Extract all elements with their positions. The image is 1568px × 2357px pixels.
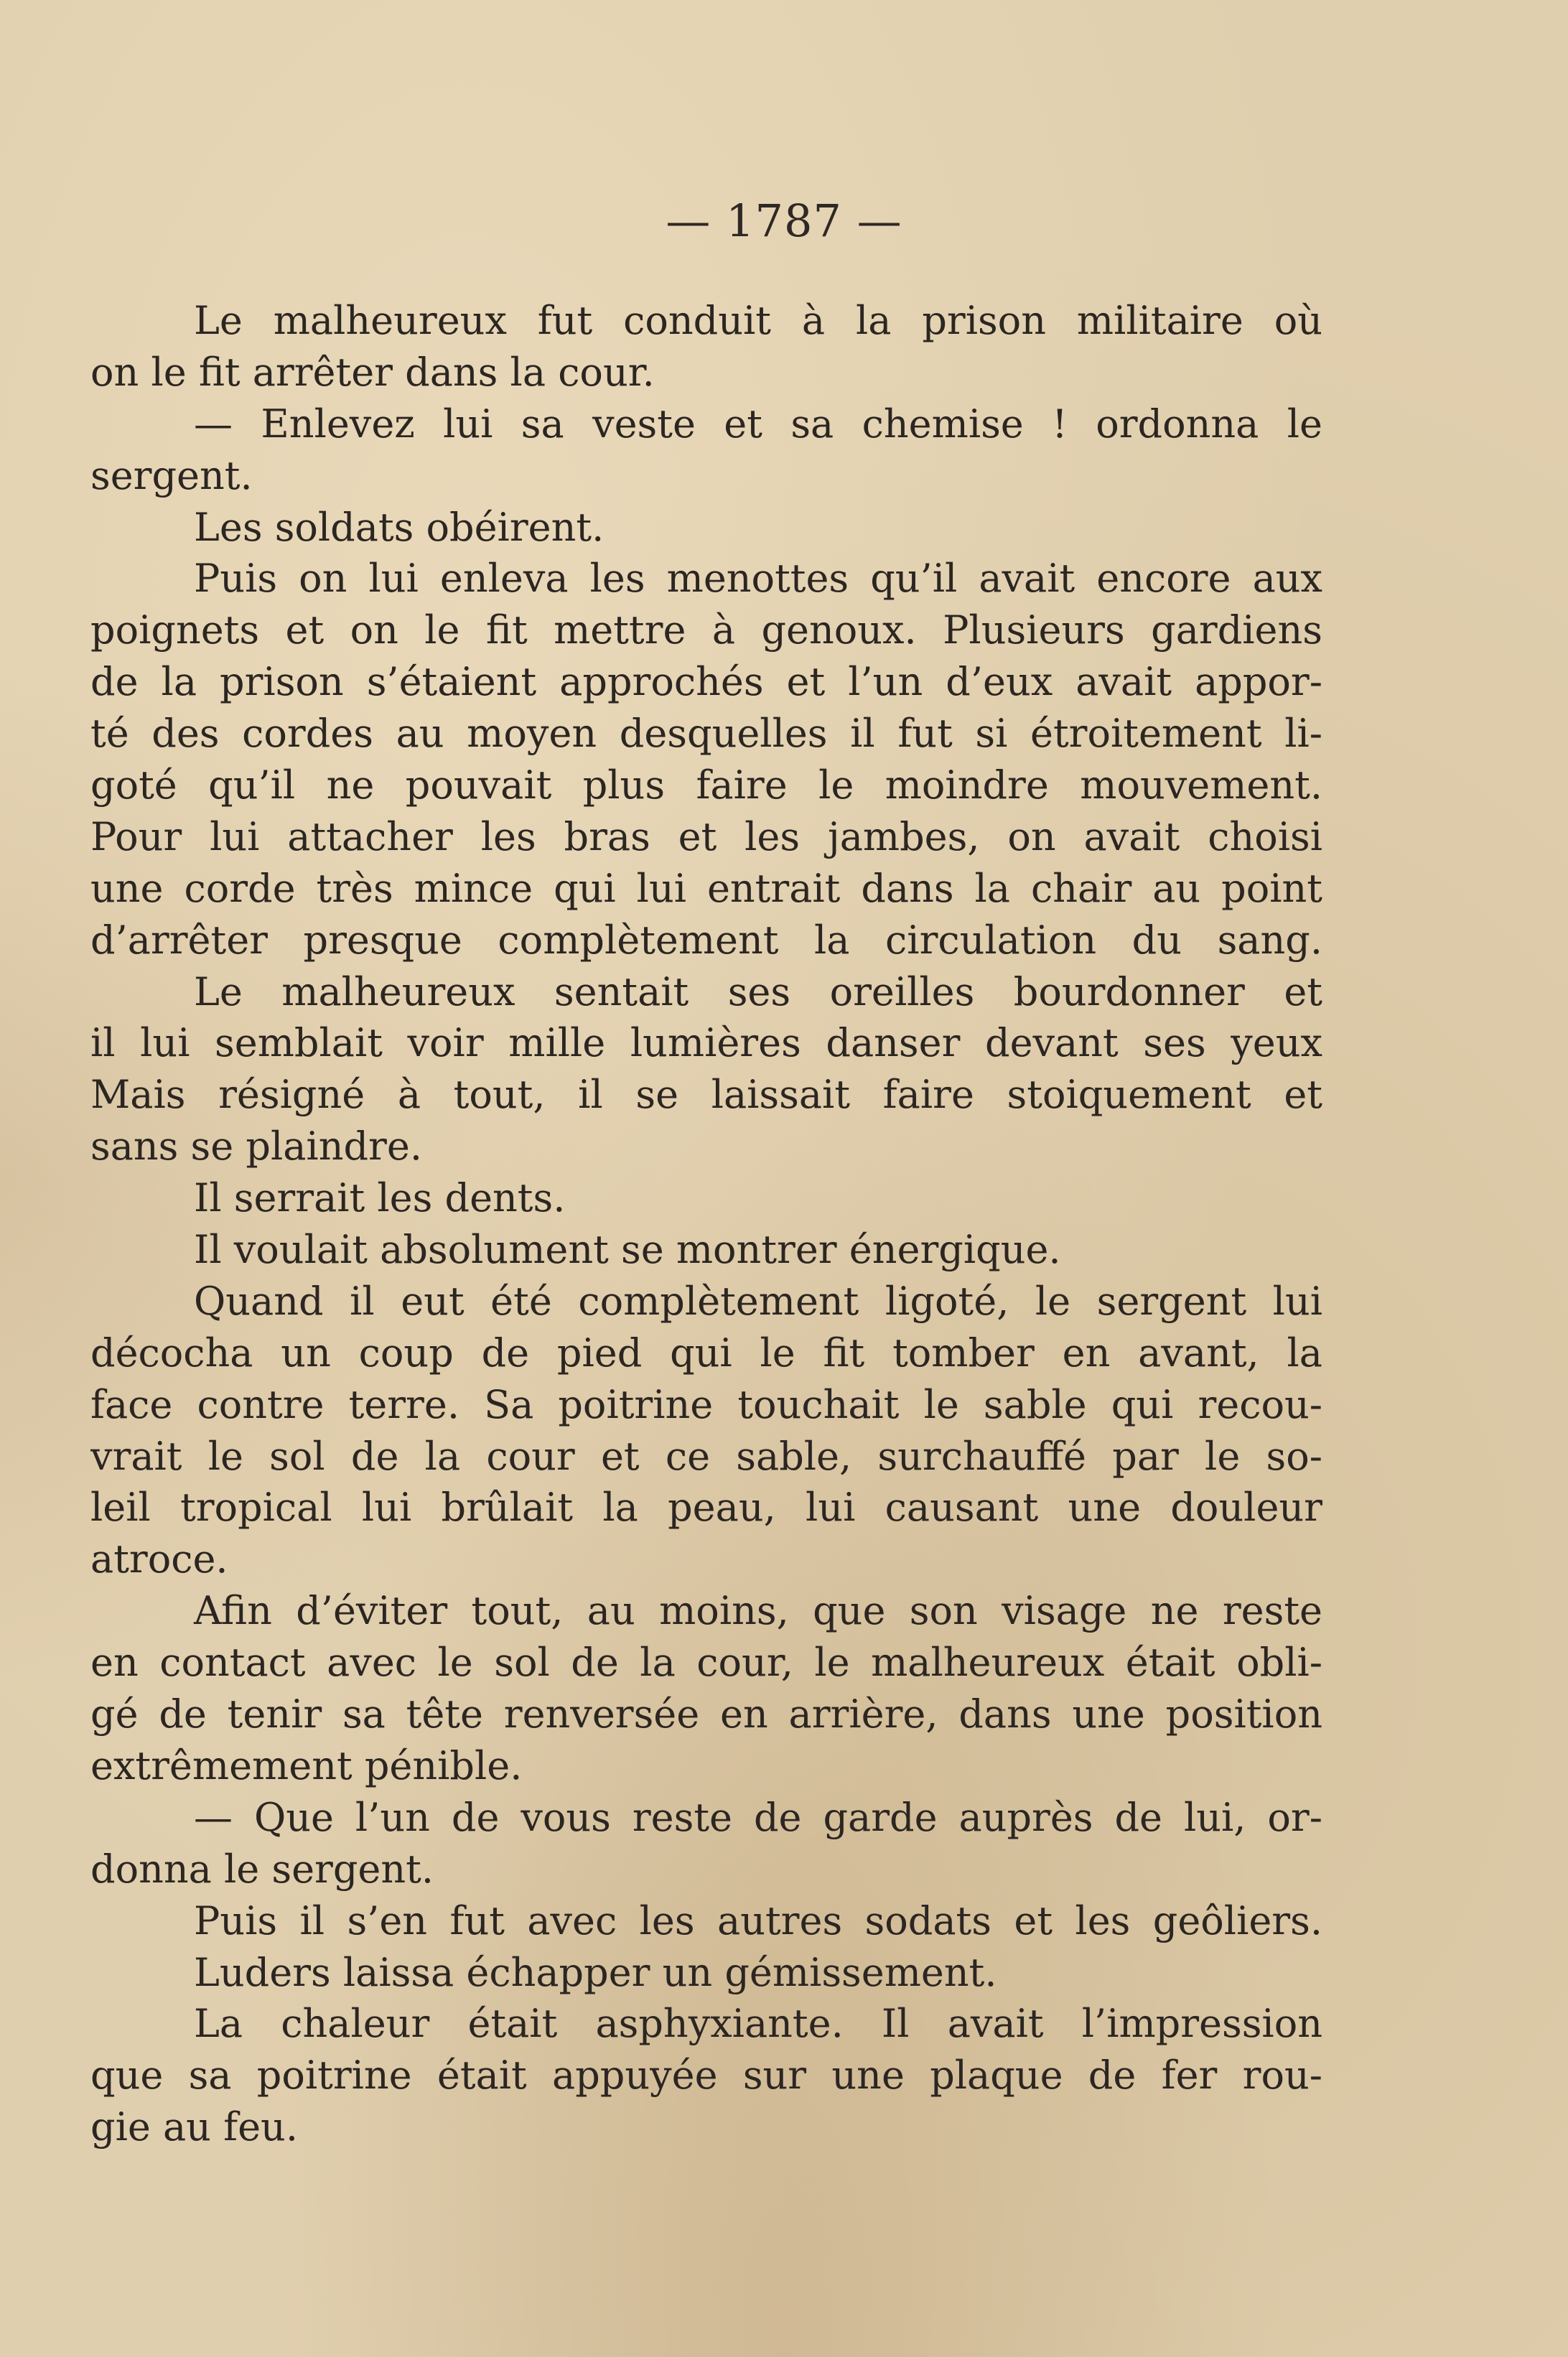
text-line: Quand il eut été complètement ligoté, le sergent lui bbox=[194, 1278, 1322, 1324]
text-line: Le malheureux fut conduit à la prison militaire où bbox=[194, 298, 1322, 343]
text-line: Le malheureux sentait ses oreilles bourdonner et bbox=[194, 969, 1322, 1014]
text-line: gie au feu. bbox=[90, 2104, 298, 2150]
text-line: Les soldats obéirent. bbox=[194, 504, 605, 550]
text-line: té des cordes au moyen desquelles il fut si étroitement li- bbox=[90, 711, 1322, 757]
text-line: Mais résigné à tout, il se laissait faire stoiquement et bbox=[90, 1072, 1322, 1118]
text-line: poignets et on le fit mettre à genoux. Plusieurs gardiens bbox=[90, 607, 1322, 653]
text-line: Pour lui attacher les bras et les jambes, on avait choisi bbox=[90, 813, 1322, 859]
text-line: — Enlevez lui sa veste et sa chemise ! ordonna le bbox=[194, 401, 1322, 447]
page-number: — 1787 — bbox=[666, 195, 902, 247]
text-line: de la prison s’étaient approchés et l’un d’eux avait appor- bbox=[90, 659, 1322, 705]
text-line: il lui semblait voir mille lumières danser devant ses yeux bbox=[90, 1020, 1322, 1066]
text-line: gé de tenir sa tête renversée en arrière, dans une position bbox=[90, 1691, 1322, 1737]
body-text bbox=[90, 295, 1322, 2153]
text-line: en contact avec le sol de la cour, le malheureux était obli- bbox=[90, 1640, 1322, 1686]
text-line: La chaleur était asphyxiante. Il avait l’impression bbox=[194, 2001, 1322, 2047]
text-line: Puis on lui enleva les menottes qu’il avait encore aux bbox=[194, 556, 1322, 602]
text-line: goté qu’il ne pouvait plus faire le moindre mouvement. bbox=[90, 762, 1322, 808]
text-line: décocha un coup de pied qui le fit tomber en avant, la bbox=[90, 1330, 1322, 1376]
text-line: on le fit arrêter dans la cour. bbox=[90, 349, 655, 395]
text-line: sergent. bbox=[90, 452, 253, 498]
text-line: Il voulait absolument se montrer énergique. bbox=[194, 1227, 1061, 1273]
text-line: Puis il s’en fut avec les autres sodats et les geôliers. bbox=[194, 1898, 1322, 1943]
text-line: — Que l’un de vous reste de garde auprès de lui, or- bbox=[194, 1794, 1322, 1840]
text-line: une corde très mince qui lui entrait dans la chair au point bbox=[90, 865, 1322, 911]
text-line: leil tropical lui brûlait la peau, lui causant une douleur bbox=[90, 1485, 1322, 1531]
text-line: extrêmement pénible. bbox=[90, 1742, 523, 1788]
text-line: Luders laissa échapper un gémissement. bbox=[194, 1949, 997, 1995]
text-line: sans se plaindre. bbox=[90, 1124, 422, 1170]
text-line: donna le sergent. bbox=[90, 1846, 434, 1892]
text-line: Afin d’éviter tout, au moins, que son visage ne reste bbox=[194, 1588, 1322, 1634]
text-line: que sa poitrine était appuyée sur une plaque de fer rou- bbox=[90, 2053, 1322, 2099]
text-line: atroce. bbox=[90, 1536, 228, 1582]
text-line: Il serrait les dents. bbox=[194, 1175, 566, 1221]
text-line: d’arrêter presque complètement la circulation du sang. bbox=[90, 917, 1322, 963]
text-line: face contre terre. Sa poitrine touchait le sable qui recou- bbox=[90, 1381, 1322, 1427]
text-line: vrait le sol de la cour et ce sable, surchauffé par le so- bbox=[90, 1433, 1322, 1479]
